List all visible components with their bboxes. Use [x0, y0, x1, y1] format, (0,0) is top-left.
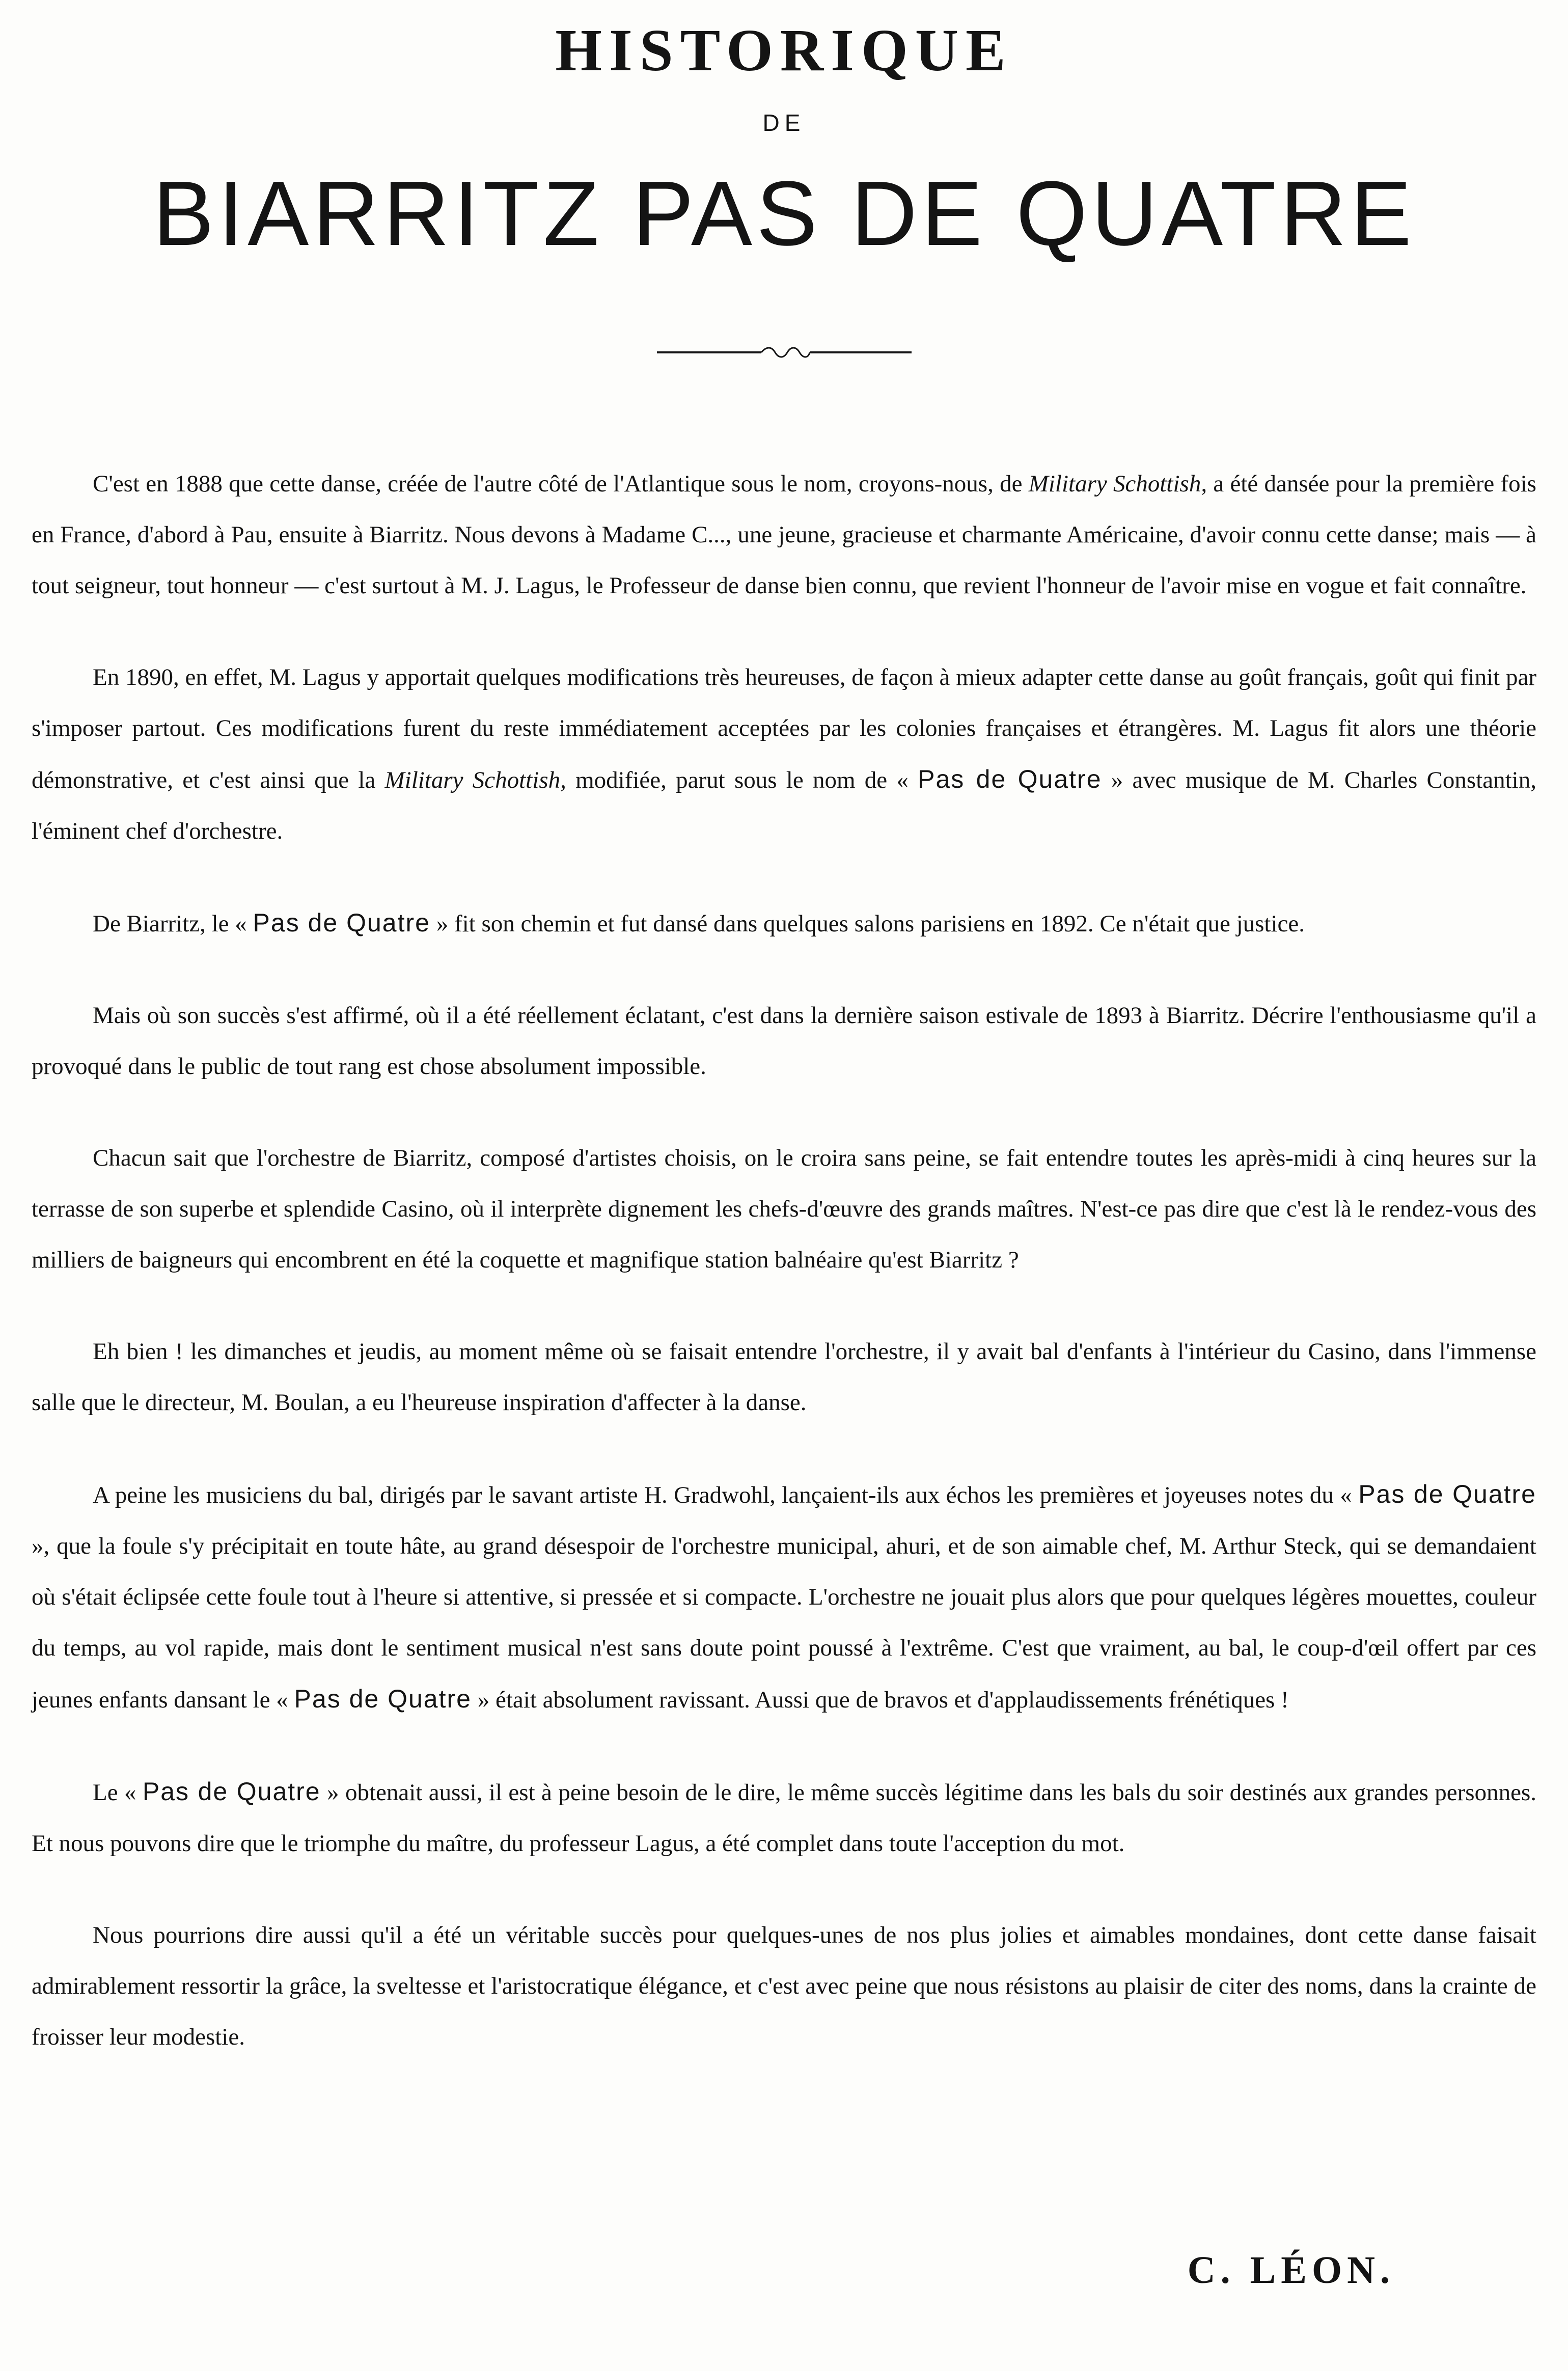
- header-connector: DE: [762, 109, 806, 136]
- header-kicker: HISTORIQUE: [555, 17, 1013, 84]
- term-pas-de-quatre: Pas de Quatre: [918, 765, 1102, 793]
- term-pas-de-quatre: Pas de Quatre: [253, 908, 430, 937]
- author-signature: C. LÉON.: [1187, 2249, 1395, 2292]
- term-military-schottish: Military Schottish,: [384, 767, 566, 793]
- paragraph-1: C'est en 1888 que cette danse, créée de l'autre côté de l'Atlantique sous le nom, croyons-nous, de Military Schottish, a été dansée pour la première fois en France, d'abord à Pau, ensuite à Biarritz. Nous devons à Madame C..., une jeune, gracieuse et charmante Américaine, d'avoir connu cette danse; mais — à tout seigneur, tout honneur — c'est surtout à M. J. Lagus, le Professeur de danse bien connu, que revient l'honneur de l'avoir mise en vogue et fait connaître.: [32, 471, 1536, 599]
- paragraph-8: Le « Pas de Quatre » obtenait aussi, il est à peine besoin de le dire, le même succès légitime dans les bals du soir destinés aux grandes personnes. Et nous pouvons dire que le triomphe du maître, du professeur Lagus, a été complet dans toute l'acception du mot.: [32, 1777, 1536, 1857]
- paragraph-6: Eh bien ! les dimanches et jeudis, au moment même où se faisait entendre l'orchestre, il y avait bal d'enfants à l'intérieur du Casino, dans l'immense salle que le directeur, M. Boulan, a eu l'heureuse inspiration d'affecter à la danse.: [32, 1338, 1536, 1416]
- paragraph-7: A peine les musiciens du bal, dirigés par le savant artiste H. Gradwohl, lançaient-ils aux échos les premières et joyeuses notes du « Pas de Quatre », que la foule s'y précipitait en toute hâte, au grand désespoir de l'orchestre municipal, ahuri, et de son aimable chef, M. Arthur Steck, qui se demandaient où s'était éclipsée cette foule tout à l'heure si attentive, si pressée et si compacte. L'orchestre ne jouait plus alors que pour quelques légères mouettes, couleur du temps, au vol rapide, mais dont le sentiment musical n'est sans doute point poussé à l'extrême. C'est que vraiment, au bal, le coup-d'œil offert par ces jeunes enfants dansant le « Pas de Quatre » était absolument ravissant. Aussi que de bravos et d'applaudissements frénétiques !: [32, 1480, 1536, 1713]
- term-pas-de-quatre: Pas de Quatre: [294, 1685, 472, 1713]
- page-title: BIARRITZ PAS DE QUATRE: [153, 162, 1416, 265]
- paragraph-2: En 1890, en effet, M. Lagus y apportait quelques modifications très heureuses, de façon à mieux adapter cette danse au goût français, goût qui finit par s'imposer partout. Ces modifications furent du reste immédiatement acceptées par les colonies françaises et étrangères. M. Lagus fit alors une théorie démonstrative, et c'est ainsi que la Military Schottish, modifiée, parut sous le nom de « Pas de Quatre » avec musique de M. Charles Constantin, l'éminent chef d'orchestre.: [32, 664, 1536, 844]
- paragraph-9: Nous pourrions dire aussi qu'il a été un véritable succès pour quelques-unes de nos plus jolies et aimables mondaines, dont cette danse faisait admirablement ressortir la grâce, la sveltesse et l'aristocratique élégance, et c'est avec peine que nous résistons au plaisir de citer des noms, dans la crainte de froisser leur modestie.: [32, 1922, 1536, 2050]
- ornament-divider-icon: [657, 342, 912, 363]
- article-body: [32, 458, 1536, 2103]
- term-pas-de-quatre: Pas de Quatre: [142, 1777, 321, 1806]
- paragraph-5: Chacun sait que l'orchestre de Biarritz, composé d'artistes choisis, on le croira sans peine, se fait entendre toutes les après-midi à cinq heures sur la terrasse de son superbe et splendide Casino, où il interprète dignement les chefs-d'œuvre des grands maîtres. N'est-ce pas dire que c'est là le rendez-vous des milliers de baigneurs qui encombrent en été la coquette et magnifique station balnéaire qu'est Biarritz ?: [32, 1145, 1536, 1273]
- paragraph-4: Mais où son succès s'est affirmé, où il a été réellement éclatant, c'est dans la dernière saison estivale de 1893 à Biarritz. Décrire l'enthousiasme qu'il a provoqué dans le public de tout rang est chose absolument impossible.: [32, 1002, 1536, 1080]
- term-military-schottish: Military Schottish,: [1028, 471, 1207, 497]
- term-pas-de-quatre: Pas de Quatre: [1358, 1480, 1536, 1508]
- paragraph-3: De Biarritz, le « Pas de Quatre » fit son chemin et fut dansé dans quelques salons parisiens en 1892. Ce n'était que justice.: [93, 908, 1305, 937]
